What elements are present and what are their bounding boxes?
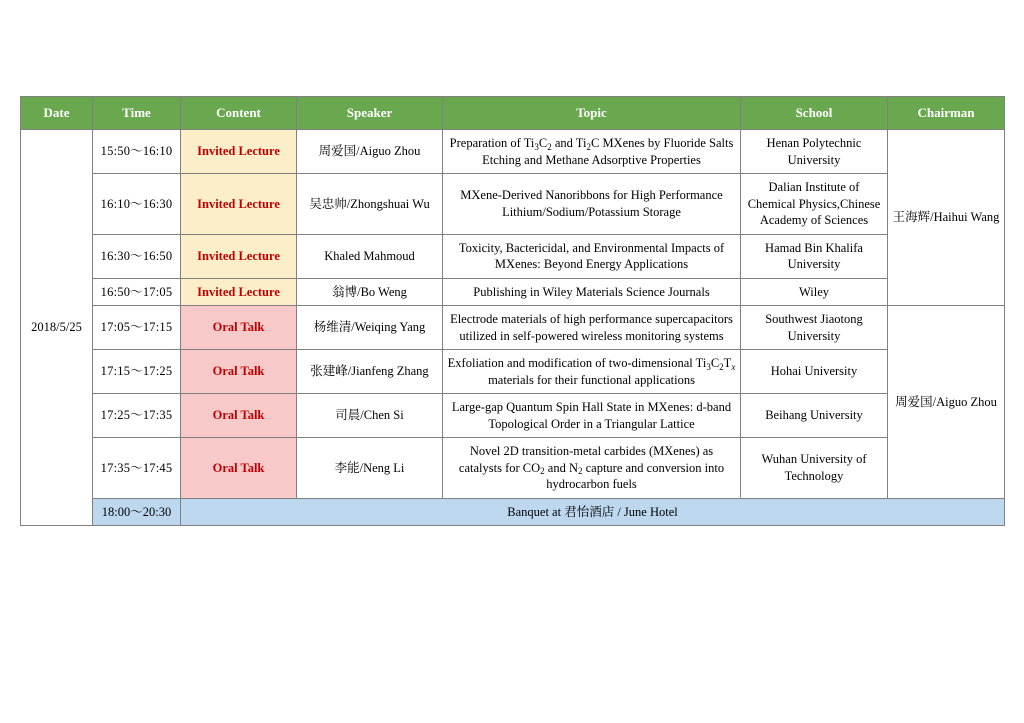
school-cell: Southwest Jiaotong University: [741, 306, 888, 350]
school-cell: Beihang University: [741, 394, 888, 438]
speaker-cell: 吴忠帅/Zhongshuai Wu: [297, 174, 443, 235]
topic-cell: Exfoliation and modification of two-dimensional $Ti_3C_2T_x$ materials for their functional applications: [443, 350, 741, 394]
time-cell: 17:05～17:15: [93, 306, 181, 350]
content-badge: Oral Talk: [181, 306, 297, 350]
content-badge: Oral Talk: [181, 350, 297, 394]
table-header: [21, 97, 1005, 130]
table-row: [21, 174, 1005, 235]
column-header-time: Time: [93, 97, 181, 130]
content-badge: Oral Talk: [181, 394, 297, 438]
speaker-cell: 杨维清/Weiqing Yang: [297, 306, 443, 350]
content-badge: Invited Lecture: [181, 234, 297, 278]
column-header-topic: Topic: [443, 97, 741, 130]
table-header-row: [21, 97, 1005, 130]
chairman-cell: 周爱国/Aiguo Zhou: [888, 306, 1005, 499]
column-header-content: Content: [181, 97, 297, 130]
column-header-speaker: Speaker: [297, 97, 443, 130]
topic-cell: Large-gap Quantum Spin Hall State in MXenes: d-band Topological Order in a Triangular Lattice: [443, 394, 741, 438]
topic-cell: Novel 2D transition-metal carbides (MXenes) as catalysts for $CO_2$ and $N_2$ capture and conversion into hydrocarbon fuels: [443, 438, 741, 499]
table-row: [21, 394, 1005, 438]
speaker-cell: 翁博/Bo Weng: [297, 278, 443, 306]
time-cell: 16:50～17:05: [93, 278, 181, 306]
column-header-chairman: Chairman: [888, 97, 1005, 130]
school-cell: Dalian Institute of Chemical Physics,Chinese Academy of Sciences: [741, 174, 888, 235]
table-body: [21, 130, 1005, 526]
column-header-school: School: [741, 97, 888, 130]
time-cell: 17:25～17:35: [93, 394, 181, 438]
speaker-cell: 司晨/Chen Si: [297, 394, 443, 438]
chairman-cell: 王海辉/Haihui Wang: [888, 130, 1005, 306]
table-row: [21, 278, 1005, 306]
school-cell: Wuhan University of Technology: [741, 438, 888, 499]
column-header-date: Date: [21, 97, 93, 130]
topic-cell: Electrode materials of high performance supercapacitors utilized in self-powered wireless monitoring systems: [443, 306, 741, 350]
banquet-time-cell: 18:00～20:30: [93, 498, 181, 526]
speaker-cell: 张建峰/Jianfeng Zhang: [297, 350, 443, 394]
time-cell: 16:30～16:50: [93, 234, 181, 278]
speaker-cell: 李能/Neng Li: [297, 438, 443, 499]
speaker-cell: 周爱国/Aiguo Zhou: [297, 130, 443, 174]
content-badge: Oral Talk: [181, 438, 297, 499]
table-row: [21, 306, 1005, 350]
content-badge: Invited Lecture: [181, 174, 297, 235]
conference-schedule-table: [20, 96, 1005, 526]
time-cell: 17:15～17:25: [93, 350, 181, 394]
school-cell: Hamad Bin Khalifa University: [741, 234, 888, 278]
table-row: [21, 350, 1005, 394]
content-badge: Invited Lecture: [181, 278, 297, 306]
time-cell: 16:10～16:30: [93, 174, 181, 235]
school-cell: Henan Polytechnic University: [741, 130, 888, 174]
banquet-text-cell: Banquet at 君怡酒店 / June Hotel: [181, 498, 1005, 526]
speaker-cell: Khaled Mahmoud: [297, 234, 443, 278]
topic-cell: Publishing in Wiley Materials Science Journals: [443, 278, 741, 306]
topic-cell: MXene-Derived Nanoribbons for High Performance Lithium/Sodium/Potassium Storage: [443, 174, 741, 235]
content-badge: Invited Lecture: [181, 130, 297, 174]
date-cell: 2018/5/25: [21, 130, 93, 526]
topic-cell: Preparation of $Ti_3C_2$ and $Ti_2C$ MXenes by Fluoride Salts Etching and Methane Adsorptive Properties: [443, 130, 741, 174]
table-row-banquet: [21, 498, 1005, 526]
school-cell: Hohai University: [741, 350, 888, 394]
table-row: [21, 438, 1005, 499]
time-cell: 15:50～16:10: [93, 130, 181, 174]
table-row: [21, 234, 1005, 278]
time-cell: 17:35～17:45: [93, 438, 181, 499]
school-cell: Wiley: [741, 278, 888, 306]
table-row: [21, 130, 1005, 174]
topic-cell: Toxicity, Bactericidal, and Environmental Impacts of MXenes: Beyond Energy Applications: [443, 234, 741, 278]
